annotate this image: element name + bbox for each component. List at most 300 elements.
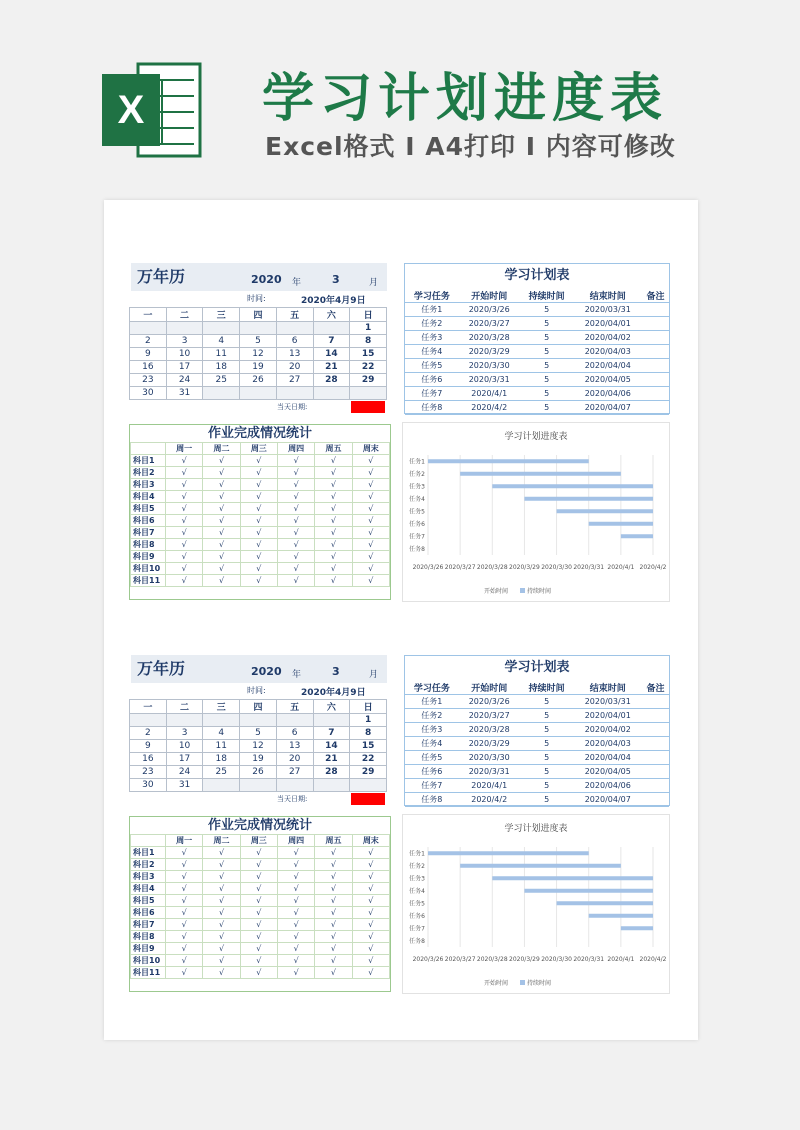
plan-cell[interactable]: 5 — [520, 373, 574, 387]
check-mark[interactable]: √ — [166, 895, 203, 907]
plan-cell[interactable] — [642, 373, 669, 387]
check-mark[interactable]: √ — [240, 479, 277, 491]
check-mark[interactable]: √ — [352, 931, 389, 943]
calendar-day-cell[interactable]: 2 — [130, 727, 167, 740]
calendar-day-cell[interactable] — [276, 779, 313, 792]
plan-cell[interactable]: 2020/04/05 — [573, 373, 642, 387]
check-mark[interactable]: √ — [352, 503, 389, 515]
check-mark[interactable]: √ — [352, 575, 389, 587]
calendar-day-cell[interactable]: 17 — [166, 361, 203, 374]
plan-cell[interactable]: 2020/3/27 — [459, 317, 520, 331]
plan-cell[interactable]: 2020/3/26 — [459, 695, 520, 709]
calendar-year[interactable]: 2020 — [251, 273, 282, 286]
check-mark[interactable]: √ — [315, 491, 352, 503]
plan-cell[interactable]: 2020/3/30 — [459, 359, 520, 373]
check-mark[interactable]: √ — [315, 919, 352, 931]
check-mark[interactable]: √ — [240, 527, 277, 539]
calendar-day-cell[interactable]: 13 — [276, 348, 313, 361]
calendar-day-cell[interactable]: 21 — [313, 753, 350, 766]
calendar-day-cell[interactable]: 31 — [166, 779, 203, 792]
check-mark[interactable]: √ — [277, 967, 314, 979]
calendar-day-cell[interactable]: 6 — [276, 727, 313, 740]
plan-cell[interactable]: 2020/04/02 — [573, 723, 642, 737]
plan-cell[interactable] — [642, 737, 669, 751]
plan-cell[interactable]: 5 — [520, 401, 574, 415]
check-mark[interactable]: √ — [315, 503, 352, 515]
calendar-day-cell[interactable]: 28 — [313, 766, 350, 779]
check-mark[interactable]: √ — [166, 859, 203, 871]
calendar-day-cell[interactable]: 5 — [240, 335, 277, 348]
calendar-day-cell[interactable]: 8 — [350, 335, 387, 348]
check-mark[interactable]: √ — [277, 551, 314, 563]
calendar-day-cell[interactable]: 4 — [203, 727, 240, 740]
check-mark[interactable]: √ — [166, 931, 203, 943]
check-mark[interactable]: √ — [315, 563, 352, 575]
check-mark[interactable]: √ — [240, 539, 277, 551]
check-mark[interactable]: √ — [203, 883, 240, 895]
calendar-day-cell[interactable]: 3 — [166, 727, 203, 740]
check-mark[interactable]: √ — [315, 467, 352, 479]
calendar-day-cell[interactable] — [276, 714, 313, 727]
plan-cell[interactable]: 2020/04/04 — [573, 359, 642, 373]
check-mark[interactable]: √ — [203, 931, 240, 943]
check-mark[interactable]: √ — [315, 883, 352, 895]
plan-cell[interactable] — [642, 751, 669, 765]
calendar-day-cell[interactable]: 29 — [350, 766, 387, 779]
calendar-day-cell[interactable]: 11 — [203, 740, 240, 753]
calendar-day-cell[interactable] — [240, 779, 277, 792]
check-mark[interactable]: √ — [166, 527, 203, 539]
check-mark[interactable]: √ — [203, 575, 240, 587]
plan-cell[interactable]: 2020/3/31 — [459, 373, 520, 387]
calendar-day-cell[interactable] — [203, 322, 240, 335]
check-mark[interactable]: √ — [315, 847, 352, 859]
calendar-day-cell[interactable]: 25 — [203, 374, 240, 387]
plan-cell[interactable]: 任务4 — [405, 737, 459, 751]
check-mark[interactable]: √ — [240, 847, 277, 859]
check-mark[interactable]: √ — [352, 943, 389, 955]
calendar-day-cell[interactable] — [203, 714, 240, 727]
check-mark[interactable]: √ — [352, 491, 389, 503]
check-mark[interactable]: √ — [277, 931, 314, 943]
check-mark[interactable]: √ — [315, 859, 352, 871]
calendar-day-cell[interactable]: 24 — [166, 374, 203, 387]
calendar-day-cell[interactable]: 9 — [130, 740, 167, 753]
calendar-day-cell[interactable]: 29 — [350, 374, 387, 387]
calendar-day-cell[interactable]: 12 — [240, 740, 277, 753]
plan-cell[interactable] — [642, 401, 669, 415]
check-mark[interactable]: √ — [166, 455, 203, 467]
plan-cell[interactable] — [642, 779, 669, 793]
plan-cell[interactable] — [642, 345, 669, 359]
plan-cell[interactable]: 2020/3/30 — [459, 751, 520, 765]
check-mark[interactable]: √ — [203, 847, 240, 859]
calendar-day-cell[interactable] — [240, 714, 277, 727]
plan-cell[interactable]: 任务1 — [405, 695, 459, 709]
check-mark[interactable]: √ — [240, 943, 277, 955]
calendar-day-cell[interactable] — [203, 387, 240, 400]
plan-cell[interactable]: 2020/04/01 — [573, 317, 642, 331]
check-mark[interactable]: √ — [240, 551, 277, 563]
check-mark[interactable]: √ — [352, 539, 389, 551]
plan-cell[interactable]: 任务6 — [405, 373, 459, 387]
plan-cell[interactable] — [642, 387, 669, 401]
check-mark[interactable]: √ — [240, 503, 277, 515]
calendar-day-cell[interactable]: 8 — [350, 727, 387, 740]
plan-cell[interactable]: 任务8 — [405, 793, 459, 807]
check-mark[interactable]: √ — [166, 491, 203, 503]
plan-cell[interactable]: 2020/04/03 — [573, 345, 642, 359]
calendar-day-cell[interactable]: 20 — [276, 753, 313, 766]
calendar-day-cell[interactable] — [166, 714, 203, 727]
calendar-day-cell[interactable] — [240, 322, 277, 335]
check-mark[interactable]: √ — [240, 919, 277, 931]
calendar-day-cell[interactable]: 26 — [240, 766, 277, 779]
check-mark[interactable]: √ — [352, 467, 389, 479]
calendar-day-cell[interactable]: 15 — [350, 348, 387, 361]
calendar-day-cell[interactable] — [350, 387, 387, 400]
check-mark[interactable]: √ — [166, 847, 203, 859]
check-mark[interactable]: √ — [166, 871, 203, 883]
plan-cell[interactable]: 2020/4/2 — [459, 401, 520, 415]
calendar-day-cell[interactable]: 15 — [350, 740, 387, 753]
calendar-day-cell[interactable] — [130, 714, 167, 727]
calendar-day-cell[interactable]: 25 — [203, 766, 240, 779]
check-mark[interactable]: √ — [166, 967, 203, 979]
plan-cell[interactable]: 5 — [520, 765, 574, 779]
plan-cell[interactable]: 2020/3/26 — [459, 303, 520, 317]
calendar-day-cell[interactable]: 23 — [130, 374, 167, 387]
plan-cell[interactable]: 任务4 — [405, 345, 459, 359]
check-mark[interactable]: √ — [315, 931, 352, 943]
check-mark[interactable]: √ — [166, 943, 203, 955]
calendar-day-cell[interactable] — [276, 387, 313, 400]
check-mark[interactable]: √ — [352, 527, 389, 539]
check-mark[interactable]: √ — [240, 455, 277, 467]
plan-cell[interactable]: 任务8 — [405, 401, 459, 415]
plan-cell[interactable] — [642, 317, 669, 331]
calendar-day-cell[interactable]: 9 — [130, 348, 167, 361]
plan-cell[interactable] — [642, 793, 669, 807]
check-mark[interactable]: √ — [315, 527, 352, 539]
plan-cell[interactable]: 2020/04/06 — [573, 387, 642, 401]
check-mark[interactable]: √ — [166, 467, 203, 479]
calendar-day-cell[interactable]: 10 — [166, 348, 203, 361]
check-mark[interactable]: √ — [352, 563, 389, 575]
check-mark[interactable]: √ — [277, 479, 314, 491]
plan-cell[interactable]: 2020/04/05 — [573, 765, 642, 779]
check-mark[interactable]: √ — [240, 575, 277, 587]
calendar-day-cell[interactable]: 22 — [350, 361, 387, 374]
plan-cell[interactable]: 任务6 — [405, 765, 459, 779]
plan-cell[interactable]: 任务5 — [405, 359, 459, 373]
check-mark[interactable]: √ — [240, 467, 277, 479]
check-mark[interactable]: √ — [352, 551, 389, 563]
plan-cell[interactable]: 2020/04/06 — [573, 779, 642, 793]
plan-cell[interactable]: 5 — [520, 387, 574, 401]
plan-cell[interactable]: 5 — [520, 751, 574, 765]
calendar-day-cell[interactable]: 31 — [166, 387, 203, 400]
plan-cell[interactable]: 任务3 — [405, 723, 459, 737]
plan-cell[interactable]: 2020/03/31 — [573, 303, 642, 317]
check-mark[interactable]: √ — [277, 491, 314, 503]
check-mark[interactable]: √ — [203, 967, 240, 979]
calendar-day-cell[interactable]: 6 — [276, 335, 313, 348]
check-mark[interactable]: √ — [203, 539, 240, 551]
check-mark[interactable]: √ — [277, 563, 314, 575]
check-mark[interactable]: √ — [166, 479, 203, 491]
check-mark[interactable]: √ — [166, 575, 203, 587]
check-mark[interactable]: √ — [166, 919, 203, 931]
plan-cell[interactable]: 2020/4/1 — [459, 387, 520, 401]
check-mark[interactable]: √ — [240, 859, 277, 871]
check-mark[interactable]: √ — [203, 943, 240, 955]
plan-cell[interactable] — [642, 709, 669, 723]
check-mark[interactable]: √ — [315, 967, 352, 979]
check-mark[interactable]: √ — [166, 883, 203, 895]
check-mark[interactable]: √ — [315, 455, 352, 467]
plan-cell[interactable]: 2020/3/28 — [459, 723, 520, 737]
check-mark[interactable]: √ — [352, 907, 389, 919]
calendar-day-cell[interactable]: 18 — [203, 361, 240, 374]
check-mark[interactable]: √ — [352, 455, 389, 467]
check-mark[interactable]: √ — [240, 883, 277, 895]
check-mark[interactable]: √ — [277, 883, 314, 895]
check-mark[interactable]: √ — [203, 907, 240, 919]
check-mark[interactable]: √ — [240, 563, 277, 575]
check-mark[interactable]: √ — [352, 895, 389, 907]
check-mark[interactable]: √ — [277, 859, 314, 871]
calendar-day-cell[interactable]: 1 — [350, 322, 387, 335]
check-mark[interactable]: √ — [352, 515, 389, 527]
check-mark[interactable]: √ — [166, 539, 203, 551]
check-mark[interactable]: √ — [277, 575, 314, 587]
calendar-day-cell[interactable]: 13 — [276, 740, 313, 753]
calendar-day-cell[interactable] — [276, 322, 313, 335]
check-mark[interactable]: √ — [277, 895, 314, 907]
check-mark[interactable]: √ — [203, 871, 240, 883]
check-mark[interactable]: √ — [315, 907, 352, 919]
calendar-month[interactable]: 3 — [332, 665, 340, 678]
plan-cell[interactable]: 任务2 — [405, 709, 459, 723]
plan-cell[interactable]: 2020/03/31 — [573, 695, 642, 709]
plan-cell[interactable]: 2020/3/31 — [459, 765, 520, 779]
calendar-day-cell[interactable]: 5 — [240, 727, 277, 740]
check-mark[interactable]: √ — [203, 551, 240, 563]
check-mark[interactable]: √ — [315, 575, 352, 587]
calendar-day-cell[interactable]: 14 — [313, 740, 350, 753]
check-mark[interactable]: √ — [277, 515, 314, 527]
check-mark[interactable]: √ — [240, 895, 277, 907]
calendar-day-cell[interactable]: 2 — [130, 335, 167, 348]
check-mark[interactable]: √ — [315, 551, 352, 563]
calendar-day-cell[interactable]: 17 — [166, 753, 203, 766]
calendar-day-cell[interactable] — [313, 779, 350, 792]
calendar-day-cell[interactable]: 1 — [350, 714, 387, 727]
check-mark[interactable]: √ — [240, 907, 277, 919]
plan-cell[interactable]: 5 — [520, 737, 574, 751]
calendar-day-cell[interactable]: 23 — [130, 766, 167, 779]
check-mark[interactable]: √ — [315, 515, 352, 527]
check-mark[interactable]: √ — [240, 491, 277, 503]
plan-cell[interactable]: 2020/3/27 — [459, 709, 520, 723]
plan-cell[interactable] — [642, 695, 669, 709]
check-mark[interactable]: √ — [315, 539, 352, 551]
plan-cell[interactable]: 任务5 — [405, 751, 459, 765]
calendar-day-cell[interactable]: 27 — [276, 374, 313, 387]
plan-cell[interactable] — [642, 723, 669, 737]
plan-cell[interactable]: 任务7 — [405, 779, 459, 793]
calendar-day-cell[interactable]: 10 — [166, 740, 203, 753]
check-mark[interactable]: √ — [203, 479, 240, 491]
check-mark[interactable]: √ — [166, 515, 203, 527]
check-mark[interactable]: √ — [352, 871, 389, 883]
plan-cell[interactable]: 任务1 — [405, 303, 459, 317]
plan-cell[interactable]: 2020/4/2 — [459, 793, 520, 807]
check-mark[interactable]: √ — [315, 871, 352, 883]
plan-cell[interactable]: 5 — [520, 331, 574, 345]
calendar-day-cell[interactable] — [313, 714, 350, 727]
calendar-day-cell[interactable] — [313, 322, 350, 335]
check-mark[interactable]: √ — [277, 467, 314, 479]
check-mark[interactable]: √ — [166, 503, 203, 515]
plan-cell[interactable]: 2020/3/29 — [459, 345, 520, 359]
check-mark[interactable]: √ — [352, 479, 389, 491]
check-mark[interactable]: √ — [315, 955, 352, 967]
plan-cell[interactable]: 5 — [520, 793, 574, 807]
check-mark[interactable]: √ — [352, 883, 389, 895]
calendar-day-cell[interactable]: 30 — [130, 387, 167, 400]
plan-cell[interactable]: 2020/3/29 — [459, 737, 520, 751]
check-mark[interactable]: √ — [315, 479, 352, 491]
check-mark[interactable]: √ — [240, 931, 277, 943]
check-mark[interactable]: √ — [203, 515, 240, 527]
calendar-day-cell[interactable]: 7 — [313, 727, 350, 740]
calendar-day-cell[interactable] — [203, 779, 240, 792]
calendar-day-cell[interactable]: 21 — [313, 361, 350, 374]
check-mark[interactable]: √ — [203, 859, 240, 871]
check-mark[interactable]: √ — [203, 919, 240, 931]
calendar-day-cell[interactable]: 16 — [130, 753, 167, 766]
check-mark[interactable]: √ — [352, 967, 389, 979]
check-mark[interactable]: √ — [240, 967, 277, 979]
check-mark[interactable]: √ — [203, 491, 240, 503]
calendar-day-cell[interactable]: 30 — [130, 779, 167, 792]
calendar-day-cell[interactable]: 16 — [130, 361, 167, 374]
check-mark[interactable]: √ — [277, 943, 314, 955]
check-mark[interactable]: √ — [277, 955, 314, 967]
plan-cell[interactable]: 5 — [520, 345, 574, 359]
plan-cell[interactable]: 5 — [520, 359, 574, 373]
plan-cell[interactable]: 2020/04/01 — [573, 709, 642, 723]
check-mark[interactable]: √ — [277, 907, 314, 919]
calendar-day-cell[interactable] — [313, 387, 350, 400]
plan-cell[interactable]: 2020/04/07 — [573, 793, 642, 807]
calendar-day-cell[interactable]: 28 — [313, 374, 350, 387]
check-mark[interactable]: √ — [203, 563, 240, 575]
check-mark[interactable]: √ — [277, 503, 314, 515]
calendar-day-cell[interactable] — [350, 779, 387, 792]
calendar-day-cell[interactable]: 4 — [203, 335, 240, 348]
plan-cell[interactable]: 5 — [520, 779, 574, 793]
check-mark[interactable]: √ — [240, 955, 277, 967]
plan-cell[interactable]: 2020/04/07 — [573, 401, 642, 415]
calendar-day-cell[interactable]: 14 — [313, 348, 350, 361]
calendar-day-cell[interactable]: 3 — [166, 335, 203, 348]
check-mark[interactable]: √ — [277, 919, 314, 931]
plan-cell[interactable]: 2020/04/04 — [573, 751, 642, 765]
calendar-year[interactable]: 2020 — [251, 665, 282, 678]
plan-cell[interactable]: 任务7 — [405, 387, 459, 401]
plan-cell[interactable]: 2020/04/02 — [573, 331, 642, 345]
calendar-day-cell[interactable]: 18 — [203, 753, 240, 766]
check-mark[interactable]: √ — [352, 859, 389, 871]
plan-cell[interactable]: 2020/3/28 — [459, 331, 520, 345]
check-mark[interactable]: √ — [203, 455, 240, 467]
plan-cell[interactable]: 5 — [520, 317, 574, 331]
check-mark[interactable]: √ — [203, 503, 240, 515]
check-mark[interactable]: √ — [166, 907, 203, 919]
plan-cell[interactable]: 5 — [520, 303, 574, 317]
calendar-month[interactable]: 3 — [332, 273, 340, 286]
check-mark[interactable]: √ — [166, 563, 203, 575]
check-mark[interactable]: √ — [277, 871, 314, 883]
calendar-day-cell[interactable]: 19 — [240, 753, 277, 766]
calendar-day-cell[interactable] — [130, 322, 167, 335]
check-mark[interactable]: √ — [203, 955, 240, 967]
calendar-day-cell[interactable]: 24 — [166, 766, 203, 779]
calendar-day-cell[interactable] — [240, 387, 277, 400]
calendar-day-cell[interactable]: 26 — [240, 374, 277, 387]
check-mark[interactable]: √ — [277, 539, 314, 551]
calendar-day-cell[interactable]: 12 — [240, 348, 277, 361]
check-mark[interactable]: √ — [166, 955, 203, 967]
calendar-day-cell[interactable]: 7 — [313, 335, 350, 348]
plan-cell[interactable] — [642, 359, 669, 373]
check-mark[interactable]: √ — [277, 847, 314, 859]
check-mark[interactable]: √ — [166, 551, 203, 563]
plan-cell[interactable]: 5 — [520, 695, 574, 709]
plan-cell[interactable] — [642, 765, 669, 779]
check-mark[interactable]: √ — [277, 527, 314, 539]
check-mark[interactable]: √ — [203, 895, 240, 907]
check-mark[interactable]: √ — [352, 919, 389, 931]
check-mark[interactable]: √ — [352, 847, 389, 859]
plan-cell[interactable] — [642, 331, 669, 345]
check-mark[interactable]: √ — [315, 895, 352, 907]
plan-cell[interactable]: 2020/04/03 — [573, 737, 642, 751]
check-mark[interactable]: √ — [352, 955, 389, 967]
plan-cell[interactable] — [642, 303, 669, 317]
check-mark[interactable]: √ — [203, 527, 240, 539]
plan-cell[interactable]: 2020/4/1 — [459, 779, 520, 793]
calendar-day-cell[interactable]: 22 — [350, 753, 387, 766]
check-mark[interactable]: √ — [240, 871, 277, 883]
check-mark[interactable]: √ — [277, 455, 314, 467]
calendar-day-cell[interactable]: 11 — [203, 348, 240, 361]
calendar-day-cell[interactable] — [166, 322, 203, 335]
plan-cell[interactable]: 任务3 — [405, 331, 459, 345]
check-mark[interactable]: √ — [315, 943, 352, 955]
plan-cell[interactable]: 5 — [520, 709, 574, 723]
check-mark[interactable]: √ — [203, 467, 240, 479]
plan-cell[interactable]: 任务2 — [405, 317, 459, 331]
calendar-day-cell[interactable]: 19 — [240, 361, 277, 374]
calendar-day-cell[interactable]: 27 — [276, 766, 313, 779]
check-mark[interactable]: √ — [240, 515, 277, 527]
calendar-day-cell[interactable]: 20 — [276, 361, 313, 374]
plan-cell[interactable]: 5 — [520, 723, 574, 737]
